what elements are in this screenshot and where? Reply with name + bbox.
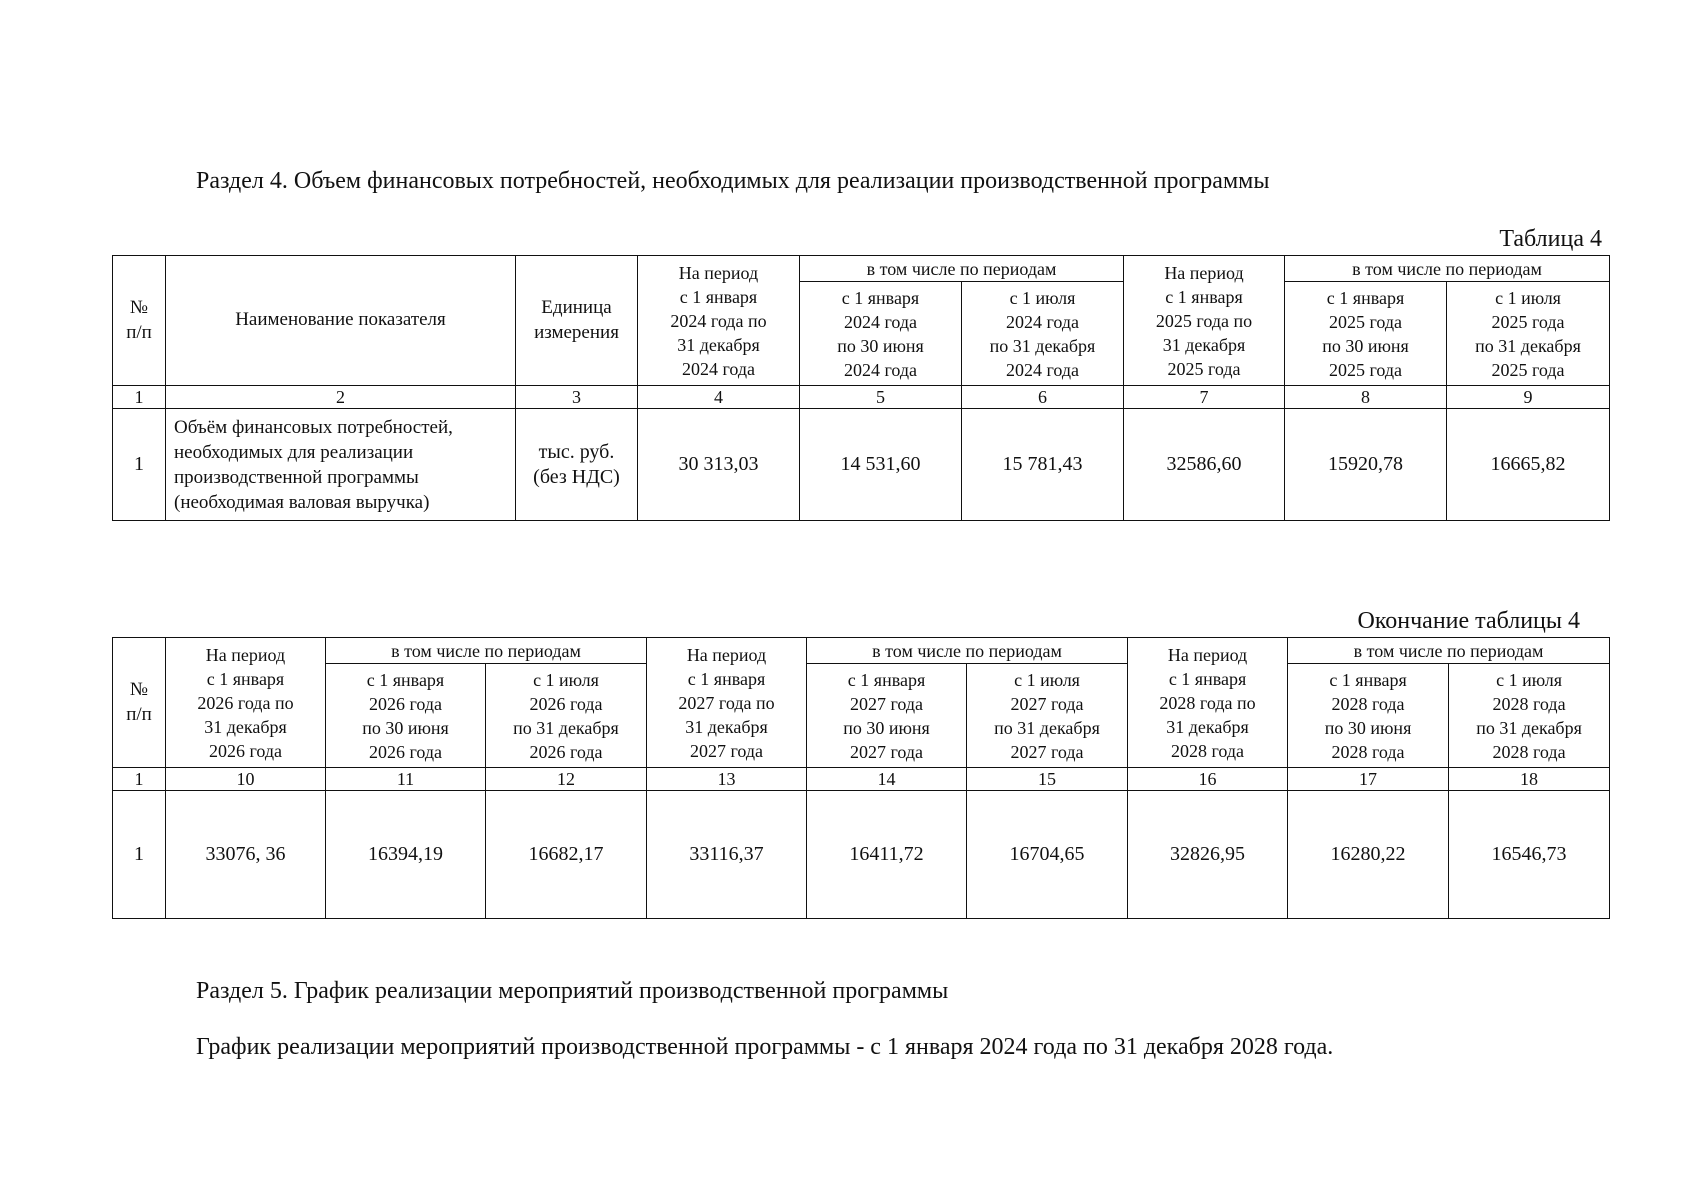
value-cell: 16682,17 [486,791,647,919]
col-number: 7 [1124,386,1285,409]
col-number: 13 [647,768,807,791]
row-no: 1 [113,409,166,521]
header-group-2027: в том числе по периодам [807,638,1128,664]
col-number: 1 [113,768,166,791]
value-cell: 16394,19 [326,791,486,919]
col-number: 10 [166,768,326,791]
row-no: 1 [113,791,166,919]
column-number-row [113,768,1610,791]
table-2 [112,637,1610,919]
header-2027-h1: с 1 января 2027 года по 30 июня 2027 года [807,664,967,768]
header-period-2026: На период с 1 января 2026 года по 31 декабря 2026 года [166,638,326,768]
header-2025-h2: с 1 июля 2025 года по 31 декабря 2025 года [1447,282,1610,386]
header-2027-h2: с 1 июля 2027 года по 31 декабря 2027 года [967,664,1128,768]
col-number: 9 [1447,386,1610,409]
section-5-title: Раздел 5. График реализации мероприятий производственной программы [196,978,949,1004]
column-number-row [113,386,1610,409]
header-2024-h1: с 1 января 2024 года по 30 июня 2024 года [800,282,962,386]
header-unit: Единица измерения [516,256,638,386]
header-2028-h1: с 1 января 2028 года по 30 июня 2028 года [1288,664,1449,768]
table-row [113,791,1610,919]
header-2026-h2: с 1 июля 2026 года по 31 декабря 2026 года [486,664,647,768]
value-cell: 16704,65 [967,791,1128,919]
value-cell: 30 313,03 [638,409,800,521]
col-number: 15 [967,768,1128,791]
header-name: Наименование показателя [166,256,516,386]
value-cell: 16280,22 [1288,791,1449,919]
header-period-2024: На период с 1 января 2024 года по 31 декабря 2024 года [638,256,800,386]
table-row [113,409,1610,521]
col-number: 5 [800,386,962,409]
header-2028-h2: с 1 июля 2028 года по 31 декабря 2028 года [1449,664,1610,768]
col-number: 16 [1128,768,1288,791]
header-group-2026: в том числе по периодам [326,638,647,664]
col-number: 1 [113,386,166,409]
col-number: 2 [166,386,516,409]
section-5-text: График реализации мероприятий производственной программы - с 1 января 2024 года по 31 декабря 2028 года. [196,1034,1334,1060]
value-cell: 33076, 36 [166,791,326,919]
row-unit: тыс. руб. (без НДС) [516,409,638,521]
value-cell: 16546,73 [1449,791,1610,919]
value-cell: 15920,78 [1285,409,1447,521]
header-group-2024: в том числе по периодам [800,256,1124,282]
col-number: 6 [962,386,1124,409]
header-2025-h1: с 1 января 2025 года по 30 июня 2025 года [1285,282,1447,386]
value-cell: 32826,95 [1128,791,1288,919]
table-1-caption: Таблица 4 [1499,226,1602,252]
col-number: 18 [1449,768,1610,791]
header-period-2025: На период с 1 января 2025 года по 31 декабря 2025 года [1124,256,1285,386]
value-cell: 32586,60 [1124,409,1285,521]
table-1 [112,255,1610,521]
header-2026-h1: с 1 января 2026 года по 30 июня 2026 года [326,664,486,768]
col-number: 3 [516,386,638,409]
col-number: 8 [1285,386,1447,409]
value-cell: 15 781,43 [962,409,1124,521]
section-4-title: Раздел 4. Объем финансовых потребностей, необходимых для реализации производственной программы [196,168,1270,194]
header-period-2028: На период с 1 января 2028 года по 31 декабря 2028 года [1128,638,1288,768]
header-period-2027: На период с 1 января 2027 года по 31 декабря 2027 года [647,638,807,768]
col-number: 12 [486,768,647,791]
header-group-2028: в том числе по периодам [1288,638,1610,664]
header-no: № п/п [113,256,166,386]
value-cell: 16665,82 [1447,409,1610,521]
table-2-caption: Окончание таблицы 4 [1357,608,1580,634]
col-number: 17 [1288,768,1449,791]
header-group-2025: в том числе по периодам [1285,256,1610,282]
value-cell: 14 531,60 [800,409,962,521]
value-cell: 33116,37 [647,791,807,919]
col-number: 4 [638,386,800,409]
col-number: 14 [807,768,967,791]
header-no: № п/п [113,638,166,768]
value-cell: 16411,72 [807,791,967,919]
col-number: 11 [326,768,486,791]
row-name: Объём финансовых потребностей, необходимых для реализации производственной программы (необходимая валовая выручка) [166,409,516,521]
header-2024-h2: с 1 июля 2024 года по 31 декабря 2024 года [962,282,1124,386]
